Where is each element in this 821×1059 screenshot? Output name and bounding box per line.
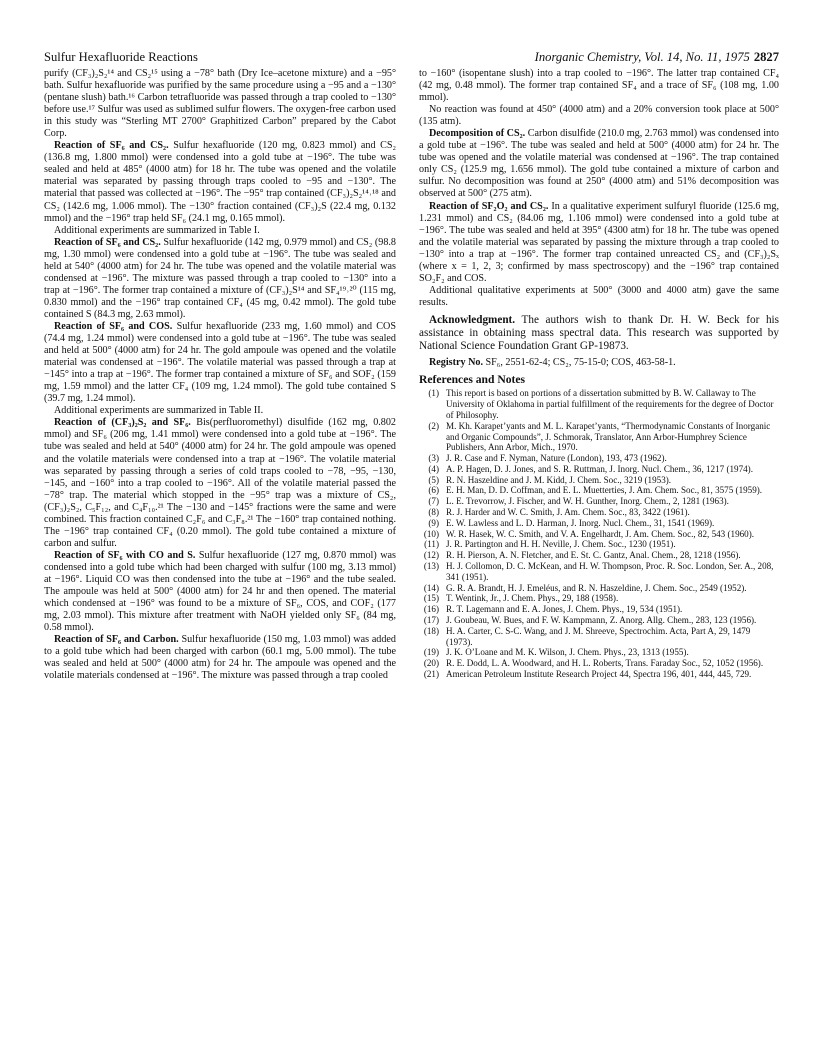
reference-item	[419, 669, 779, 680]
reference-text: R. H. Pierson, A. N. Fletcher, and E. St. C. Gantz, Anal. Chem., 28, 1218 (1956).	[446, 550, 741, 561]
paragraph	[44, 140, 396, 224]
reference-item	[419, 485, 779, 496]
paragraph-text: purify (CF₃)₂S₂¹⁴ and CS₂¹⁵ using a −78° bath (Dry Ice–acetone mixture) and a −95° bath. Sulfur hexafluoride was purified by the same procedure using a −95 and a −130° (pentane slush) bath.¹⁶ Carbon tetrafluoride was passed through a trap cooled to −130° before use.¹⁷ Sulfur was used as sublimed sulfur flowers. The oxygen-free carbon used in this study was “Sterling MT 2700° Graphitized Carbon” prepared by the Cabot Corp.	[44, 68, 396, 140]
reference-text: G. R. A. Brandt, H. J. Emeléus, and R. N. Haszeldine, J. Chem. Soc., 2549 (1952).	[446, 582, 747, 593]
paragraph	[44, 225, 396, 237]
reference-number: (2)	[428, 420, 439, 431]
reference-number: (4)	[428, 463, 439, 474]
reference-number: (16)	[423, 604, 439, 615]
paragraph-text: Sulfur hexafluoride (142 mg, 0.979 mmol) and CS₂ (98.8 mg, 1.30 mmol) were condensed into a gold tube at −196°. The tube was sealed and held at 540° (4000 atm) for 24 hr. The tube was opened and the volatile material was condensed at −196°. The mixture was passed through a trap cooled to −130° into a trap at −196°. The former trap contained a mixture of (CF₃)₂S¹⁴ and SF₄¹⁹˒²⁰ (115 mg, 0.830 mmol) and the −196° trap contained CF₄ (45 mg, 0.42 mmol). The gold tube contained S (84.3 mg, 2.63 mmol).	[44, 236, 396, 320]
reference-item	[419, 496, 779, 507]
reference-number: (7)	[428, 496, 439, 507]
reference-number: (8)	[428, 507, 439, 518]
reference-number: (1)	[428, 388, 439, 399]
right-column	[419, 68, 779, 680]
acknowledgment-head: Acknowledgment.	[429, 313, 516, 326]
registry-head: Registry No.	[429, 357, 483, 369]
running-header	[44, 50, 779, 66]
paragraph-text: Bis(perfluoromethyl) disulfide (162 mg, 0.802 mmol) and SF₆ (206 mg, 1.41 mmol) were condensed into a gold tube at −196°. The tube was sealed and held at 540° (4000 atm) for 24 hr. The gold ampoule was opened and the volatile materials were condensed into a trap at −196°. The volatile material was separated by passing through a series of cold traps cooled to −78, −95, −130, −145, and −160° into a trap cooled to −196°. All of the volatile material passed the −78° trap. The material which stopped in the −95° trap was a mixture of CS₂, (CF₃)₂S₂, C₅F₁₂, and C₄F₁₀.²¹ The −130 and −145° fractions were the same and were combined. This fraction contained C₂F₆ and C₃F₈.²¹ The −160° trap contained nothing. The −196° trap contained CF₄ (0.20 mmol). The gold tube contained a mixture of carbon and sulfur.	[44, 417, 396, 549]
paragraph-run-in-head: Reaction of SF₆ and COS.	[54, 320, 173, 332]
reference-text: W. R. Hasek, W. C. Smith, and V. A. Engelhardt, J. Am. Chem. Soc., 82, 543 (1960).	[446, 528, 755, 539]
paragraph-text: Sulfur hexafluoride (233 mg, 1.60 mmol) and COS (74.4 mg, 1.24 mmol) were condensed into a gold tube at −196°. The tube was sealed and held at 500° (4000 atm) for 24 hr. The gold ampoule was opened and the volatile material was condensed at −196°. The volatile material was passed through a trap at −145° into a trap at −196°. The former trap contained a mixture of SF₆ and SOF₂ (159 mg, 1.59 mmol) and the latter CF₄ (109 mg, 1.24 mmol). The gold tube contained S (39.7 mg, 1.24 mmol).	[44, 320, 397, 405]
registry-numbers	[419, 357, 779, 369]
reference-item	[419, 529, 779, 540]
reference-number: (13)	[423, 561, 439, 572]
paragraph-run-in-head: Reaction of (CF₃)₂S₂ and SF₆.	[54, 417, 191, 429]
reference-number: (20)	[423, 658, 439, 669]
reference-item	[419, 593, 779, 604]
reference-text: R. T. Lagemann and E. A. Jones, J. Chem. Phys., 19, 534 (1951).	[446, 604, 683, 615]
reference-item	[419, 518, 779, 529]
reference-item	[419, 583, 779, 594]
reference-number: (17)	[423, 615, 439, 626]
paragraph-run-in-head: Decomposition of CS₂.	[429, 128, 526, 140]
running-title: Sulfur Hexafluoride Reactions	[44, 50, 198, 64]
acknowledgment	[419, 314, 779, 353]
paragraph-text: In a qualitative experiment sulfuryl fluoride (125.6 mg, 1.231 mmol) and CS₂ (84.06 mg, 1.106 mmol) were condensed into a gold tube at −196°. The tube was sealed and held at 395° (4300 atm) for 18 hr. The tube was opened and the volatile material was separated by passing the mixture through a trap cooled to −130° into a trap at −196°. The former trap contained unreacted CS₂ and (CF₃)₂Sₓ (where x = 1, 2, 3; confirmed by mass spectroscopy) and the −196° trap contained SO₂F₂ and COS.	[419, 200, 779, 284]
reference-text: J. R. Case and F. Nyman, Nature (London), 193, 473 (1962).	[446, 453, 667, 464]
reference-text: R. E. Dodd, L. A. Woodward, and H. L. Roberts, Trans. Faraday Soc., 52, 1052 (1956).	[446, 658, 764, 669]
paragraph-text: Additional experiments are summarized in Table II.	[54, 405, 264, 417]
reference-text: E. W. Lawless and L. D. Harman, J. Inorg. Nucl. Chem., 31, 1541 (1969).	[446, 517, 715, 528]
reference-list	[419, 388, 779, 680]
reference-text: American Petroleum Institute Research Project 44, Spectra 196, 401, 444, 445, 729.	[446, 669, 752, 680]
reference-number: (5)	[428, 474, 439, 485]
reference-number: (15)	[423, 593, 439, 604]
paragraph	[44, 405, 396, 417]
references-title: References and Notes	[419, 373, 526, 387]
reference-item	[419, 453, 779, 464]
paragraph-text: Sulfur hexafluoride (150 mg, 1.03 mmol) was added to a gold tube which had been charged with carbon (60.1 mg, 5.00 mmol). The tube was sealed and held at 500° (4000 atm) for 24 hr. The ampoule was opened and the volatile materials condensed at −196°. The mixture was passed through a trap cooled	[44, 634, 396, 682]
reference-number: (6)	[428, 485, 439, 496]
paragraph	[44, 417, 396, 550]
reference-number: (3)	[428, 453, 439, 464]
page-number: 2827	[753, 50, 779, 64]
reference-item	[419, 615, 779, 626]
paragraph	[419, 104, 779, 128]
journal-citation	[535, 50, 779, 65]
reference-text: H. J. Collomon, D. C. McKean, and H. W. Thompson, Proc. R. Soc. London, Ser. A., 208, 341 (1951).	[446, 561, 774, 582]
reference-text: H. A. Carter, C. S-C. Wang, and J. M. Shreeve, Spectrochim. Acta, Part A, 29, 1479 (1973).	[446, 625, 751, 647]
reference-text: J. R. Partington and H. H. Neville, J. Chem. Soc., 1230 (1951).	[446, 539, 676, 550]
paragraph	[419, 68, 779, 104]
reference-number: (10)	[423, 528, 439, 539]
paragraph	[44, 634, 396, 682]
reference-text: A. P. Hagen, D. J. Jones, and S. R. Ruttman, J. Inorg. Nucl. Chem., 36, 1217 (1974).	[446, 463, 753, 474]
reference-item	[419, 647, 779, 658]
right-column-text	[419, 68, 779, 309]
paragraph-text: Sulfur hexafluoride (127 mg, 0.870 mmol) was condensed into a gold tube which had been charged with sulfur (100 mg, 3.13 mmol) at −196°. Liquid CO was then condensed into the tube at −196° and the tube sealed. The ampoule was held at 500° (4000 atm) for 24 hr and then opened. The material which condensed at −196° was found to be a mixture of SF₆, COS, and COF₂ (177 mg, 2.03 mmol). This mixture after treatment with NaOH yielded only SF₆ (84 mg, 0.58 mmol).	[44, 549, 396, 634]
reference-item	[419, 604, 779, 615]
reference-text: R. J. Harder and W. C. Smith, J. Am. Chem. Soc., 83, 3422 (1961).	[446, 507, 690, 518]
reference-number: (12)	[423, 550, 439, 561]
reference-text: M. Kh. Karapet’yants and M. L. Karapet’yants, “Thermodynamic Constants of Inorganic and Organic Compounds”, J. Schmorak, Translator, Ann Arbor-Humphrey Science Publishers, Ann Arbor, Mich., 1970.	[446, 420, 771, 453]
left-column	[44, 68, 396, 682]
paragraph	[44, 550, 396, 634]
paragraph	[419, 128, 779, 200]
reference-number: (21)	[423, 669, 439, 680]
reference-number: (14)	[423, 582, 439, 593]
paragraph	[44, 321, 396, 405]
paragraph-run-in-head: Reaction of SF₆ and CS₂.	[54, 236, 161, 248]
reference-number: (9)	[428, 517, 439, 528]
reference-number: (19)	[423, 647, 439, 658]
paragraph-run-in-head: Reaction of SF₂O₂ and CS₂.	[429, 200, 549, 212]
reference-text: T. Wentink, Jr., J. Chem. Phys., 29, 188 (1958).	[446, 593, 619, 604]
reference-text: This report is based on portions of a dissertation submitted by B. W. Callaway to The University of Oklahoma in partial fulfillment of the requirements for the degree of Doctor of Philosophy.	[446, 388, 774, 420]
paragraph	[419, 201, 779, 285]
reference-text: L. E. Trevorrow, J. Fischer, and W. H. Gunther, Inorg. Chem., 2, 1281 (1963).	[446, 496, 729, 507]
paragraph-text: Additional qualitative experiments at 500° (3000 and 4000 atm) gave the same results.	[419, 284, 779, 308]
reference-text: J. K. O’Loane and M. K. Wilson, J. Chem. Phys., 23, 1313 (1955).	[446, 647, 689, 658]
reference-item	[419, 539, 779, 550]
paragraph-text: Carbon disulfide (210.0 mg, 2.763 mmol) was condensed into a gold tube at −196°. The tube was sealed and held at 500° (4000 atm) for 24 hr. The tube was opened and the volatile material was condensed at −196°. The trap contained only CS₂ (125.9 mg, 1.656 mmol). The gold tube contained a mixture of carbon and sulfur. No decomposition was found at 250° (4000 atm) and 51% decomposition was observed at 500° (275 atm).	[419, 128, 779, 200]
reference-item	[419, 421, 779, 453]
paragraph	[419, 285, 779, 309]
paragraph-text: to −160° (isopentane slush) into a trap cooled to −196°. The latter trap contained CF₄ (42 mg, 0.48 mmol). The former trap contained SF₄ and a trace of SF₆ (108 mg, 1.00 mmol).	[419, 68, 779, 104]
reference-item	[419, 626, 779, 648]
reference-item	[419, 475, 779, 486]
reference-number: (11)	[424, 539, 439, 550]
acknowledgment-text: The authors wish to thank Dr. H. W. Beck for his assistance in obtaining mass spectral data. This research was supported by National Science Foundation Grant GP-19873.	[419, 313, 779, 353]
reference-text: E. H. Man, D. D. Coffman, and E. L. Muetterties, J. Am. Chem. Soc., 81, 3575 (1959).	[446, 485, 763, 496]
reference-number: (18)	[423, 625, 439, 636]
paragraph-run-in-head: Reaction of SF₆ and Carbon.	[54, 634, 179, 646]
reference-item	[419, 507, 779, 518]
paragraph-run-in-head: Reaction of SF₆ and CS₂.	[54, 140, 169, 152]
reference-text: R. N. Haszeldine and J. M. Kidd, J. Chem. Soc., 3219 (1953).	[446, 474, 672, 485]
paragraph	[44, 68, 396, 140]
paragraph-text: No reaction was found at 450° (4000 atm) and a 20% conversion took place at 500° (135 atm).	[419, 104, 779, 128]
paragraph-text: Additional experiments are summarized in Table I.	[54, 224, 260, 236]
paragraph	[44, 237, 396, 321]
reference-item	[419, 658, 779, 669]
reference-item	[419, 464, 779, 475]
registry-text: SF₆, 2551-62-4; CS₂, 75-15-0; COS, 463-58-1.	[483, 357, 676, 369]
journal-name: Inorganic Chemistry, Vol. 14, No. 11, 1975	[534, 50, 750, 64]
reference-item	[419, 550, 779, 561]
reference-text: J. Goubeau, W. Bues, and F. W. Kampmann, Z. Anorg. Allg. Chem., 283, 123 (1956).	[446, 615, 757, 626]
reference-item	[419, 561, 779, 583]
paragraph-text: Sulfur hexafluoride (120 mg, 0.823 mmol) and CS₂ (136.8 mg, 1.800 mmol) were condensed into a gold tube at −196°. The tube was sealed and held at 485° (4000 atm) for 18 hr. The tube was opened and the volatile material was separated by passing through traps cooled to −95 and −130°. The material that passed was collected at −196°. The −95° trap contained (CF₃)₂S₂¹⁴˒¹⁸ and CS₂ (142.6 mg, 1.006 mmol). The −130° fraction contained (CF₃)₂S (22.4 mg, 0.132 mmol) and the −196° trap held SF₆ (24.1 mg, 0.165 mmol).	[44, 140, 396, 224]
paragraph-run-in-head: Reaction of SF₆ with CO and S.	[54, 549, 196, 561]
reference-item	[419, 388, 779, 420]
